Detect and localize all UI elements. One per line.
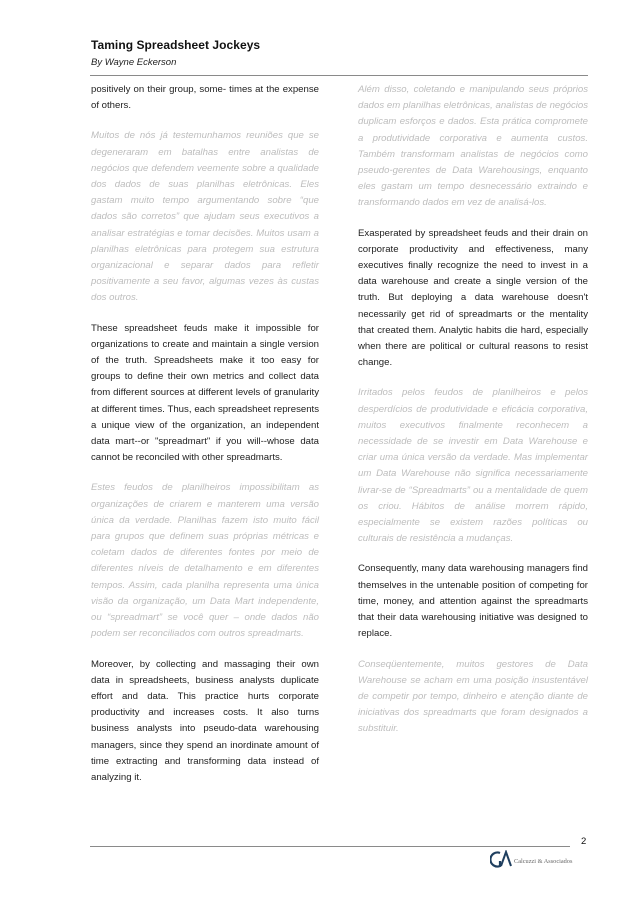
logo-mark-icon (490, 850, 512, 868)
page-number: 2 (581, 836, 587, 847)
paragraph-pt: Muitos de nós já testemunhamos reuniões que se degeneraram em batalhas entre analistas de negócios que defendem veemente sobre a qualidade dos dados de suas planilhas eletrônicas. Eles gastam muito tempo argumentando sobre “que dados são corretos” que ajudam seus executivos a analisar estratégias e tomar decisões. Muitos usam a planilhas eletrônicas para protegem sua estrutura organizacional e separar dados para refletir positivamente a seu favor, algumas vezes às custas dos outros. (91, 130, 319, 304)
paragraph-en: Exasperated by spreadsheet feuds and their drain on corporate productivity and effectiveness, many executives finally recognize the need to invest in a data warehouse and create a single version of the truth. But deploying a data warehouse doesn't necessarily get rid of spreadmarts or the mentality that created them. Analytic habits die hard, especially when there are political or cultural reasons to resist change. (358, 227, 588, 369)
document-author: By Wayne Eckerson (91, 57, 177, 68)
paragraph-pt: Irritados pelos feudos de planilheiros e pelos desperdícios de produtividade e eficácia corporativa, muitos executivos finalmente reconhecem a necessidade de se investir em Data Warehouse e criar uma única versão da verdade. Mas implementar um Data Warehouse não significa necessariamente livrar-se de “Spreadmarts” ou a mentalidade de quem os criou. Hábitos de análise morrem rápido, especialmente se existem razões políticas ou culturais de resistência a mudanças. (358, 387, 588, 545)
document-header (91, 38, 260, 68)
left-column (91, 82, 319, 800)
paragraph-pt: Além disso, coletando e manipulando seus próprios dados em planilhas eletrônicas, analistas de negócios duplicam esforços e dados. Esta prática compromete a produtividade corporativa e aumenta custos. Também transformam analistas de negócios como pseudo-gerentes de Data Warehousings, enquanto eles gastam um tempo desnecessário extraindo e transformando dados em vez de analisá-los. (358, 84, 588, 209)
header-divider (90, 75, 588, 76)
paragraph-en: Consequently, many data warehousing managers find themselves in the untenable position of competing for time, money, and attention against the spreadmarts that their data warehousing initiative was designed to replace. (358, 563, 588, 640)
paragraph-pt: Conseqüentemente, muitos gestores de Data Warehouse se acham em uma posição insustentável de competir por tempo, dinheiro e atenção diante de iniciativas dos spreadmarts que foram designados a substituir. (358, 658, 588, 735)
company-logo (490, 850, 572, 868)
paragraph-pt: Estes feudos de planilheiros impossibilitam as organizações de criarem e manterem uma versão única da verdade. Planilhas fazem isto muito fácil para grupos que definem suas próprias métricas e coletam dados de diferentes fontes por meio de diferentes níveis de detalhamento e em diferentes tempos. Assim, cada planilha representa uma única visão da organização, um Data Mart independente, ou “spreadmart” se você quer – onde dados não podem ser reconciliados com outros spreadmarts. (91, 482, 319, 640)
right-column (358, 82, 588, 752)
paragraph-en: positively on their group, some- times at the expense of others. (91, 84, 319, 112)
logo-text: Calcuzzi & Associados (514, 858, 573, 865)
document-title: Taming Spreadsheet Jockeys (91, 38, 261, 52)
paragraph-en: These spreadsheet feuds make it impossible for organizations to create and maintain a single version of the truth. Spreadsheets make it too easy for groups to define their own metrics and collect data from different sources at different levels of granularity at different times. Thus, each spreadsheet represents a unique view of the organization, an independent data mart--or "spreadmart" if you will--whose data cannot be reconciled with other spreadmarts. (91, 322, 319, 464)
footer-divider (90, 846, 570, 847)
paragraph-en: Moreover, by collecting and massaging their own data in spreadsheets, business analysts duplicate effort and data. This practice hurts corporate productivity and increases costs. It also turns business analysts into pseudo-data warehousing managers, since they spend an inordinate amount of time extracting and transforming data instead of analyzing it. (91, 658, 319, 783)
